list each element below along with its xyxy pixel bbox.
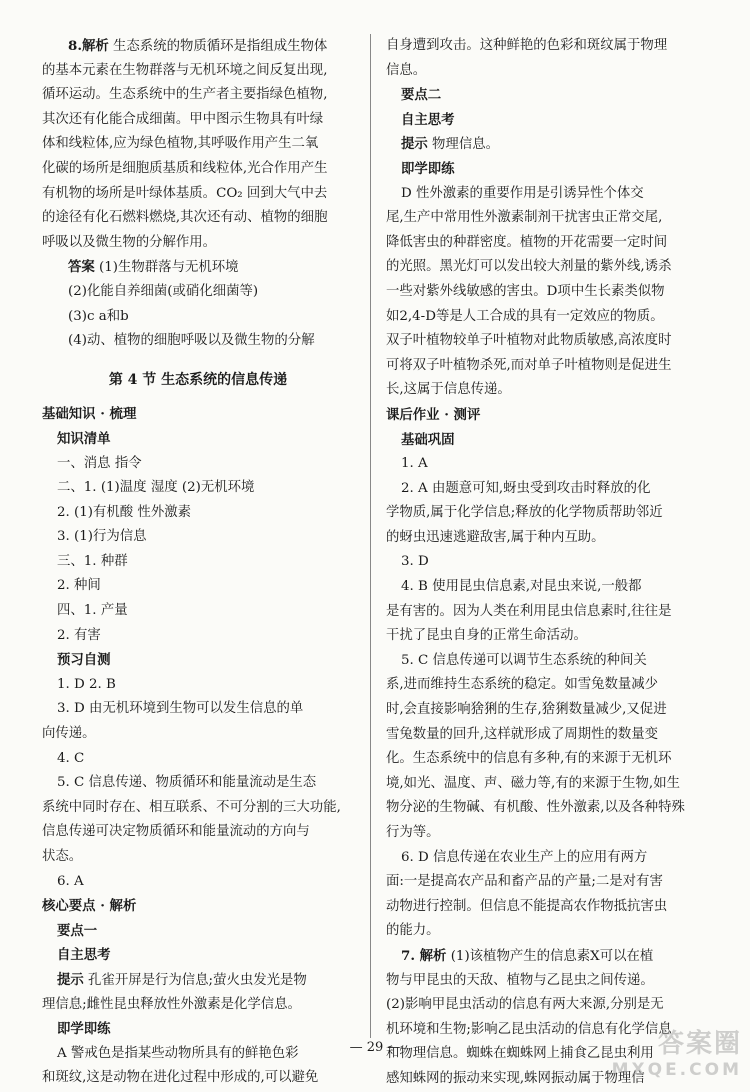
text-line	[42, 182, 354, 207]
text-line	[42, 476, 354, 501]
text-line	[42, 599, 354, 624]
text-line	[42, 820, 354, 845]
text-line	[386, 624, 708, 649]
line-text: A 警戒色是指某些动物所具有的鲜艳色彩	[57, 1045, 299, 1061]
line-text: 和物理信息。蜘蛛在蜘蛛网上捕食乙昆虫利用	[386, 1046, 654, 1062]
text-line	[386, 575, 708, 600]
line-text: 信息。	[386, 62, 427, 78]
line-text: 化。生态系统中的信息有多种,有的来源于无机环	[386, 751, 672, 767]
line-text: 知识清单	[57, 430, 111, 447]
line-text: 物与甲昆虫的天敌、植物与乙昆虫之间传递。	[386, 972, 654, 988]
section-heading: 第 4 节 生态系统的信息传递	[108, 371, 288, 388]
line-text: 自主思考	[57, 947, 111, 964]
line-text: 5. C 信息传递可以调节生态系统的种间关	[401, 652, 647, 668]
text-line	[42, 673, 354, 698]
line-text: 课后作业 · 测评	[386, 406, 481, 423]
line-text: 信息传递可决定物质循环和能量流动的方向与	[42, 824, 310, 840]
line-text: 2. (1)有机酸 性外激素	[57, 504, 191, 520]
answer-label: 提示	[57, 971, 84, 988]
line-text: 的基本元素在生物群落与无机环境之间反复出现,	[42, 62, 328, 78]
text-line	[386, 526, 708, 551]
watermark-line1: 答案圈	[657, 1028, 742, 1059]
line-text: 6. A	[57, 873, 84, 889]
line-text: 二、1. (1)温度 湿度 (2)无机环境	[57, 480, 255, 496]
text-line	[42, 305, 354, 330]
line-text: (1)生物群落与无机环境	[94, 260, 239, 276]
text-line	[386, 157, 708, 182]
line-text: 基础知识 · 梳理	[42, 406, 137, 423]
page-number: — 29 —	[349, 1040, 401, 1055]
text-line	[42, 870, 354, 895]
text-line	[386, 870, 708, 895]
text-line	[42, 108, 354, 133]
text-line	[386, 34, 708, 59]
line-text: 即学即练	[57, 1021, 111, 1038]
line-text: 的光照。黑光灯可以发出较大剂量的紫外线,诱杀	[386, 259, 672, 275]
line-text: 长,这属于信息传递。	[386, 382, 511, 398]
text-line	[42, 624, 354, 649]
line-text: 的能力。	[386, 923, 440, 939]
text-line	[42, 501, 354, 526]
line-text: 行为等。	[386, 825, 440, 840]
text-line	[386, 969, 708, 994]
line-text: 循环运动。生态系统中的生产者主要指绿色植物,	[42, 87, 328, 103]
right-column	[386, 34, 708, 1092]
text-line	[386, 83, 708, 108]
text-line	[386, 846, 708, 871]
line-text: 雪兔数量的回升,这样就形成了周期性的数量变	[386, 726, 659, 742]
line-text: D 性外激素的重要作用是引诱异性个体交	[401, 185, 644, 201]
column-divider	[370, 34, 371, 1038]
text-line	[386, 354, 708, 379]
line-text: 是有害的。因为人类在利用昆虫信息素时,往往是	[386, 603, 672, 619]
text-line	[386, 772, 708, 797]
text-line	[42, 34, 354, 59]
line-text: 自主思考	[401, 111, 455, 128]
line-text: 2. 有害	[57, 627, 101, 643]
text-line	[42, 280, 354, 305]
line-text: 1. D 2. B	[57, 676, 116, 692]
line-text: 机环境和生物;影响乙昆虫活动的信息有化学信息	[386, 1021, 672, 1037]
text-line	[42, 231, 354, 256]
text-line	[42, 329, 354, 354]
text-line	[42, 1066, 354, 1091]
text-line	[42, 1017, 354, 1042]
line-text: 其次还有化能合成细菌。甲中图示生物具有叶绿	[42, 111, 324, 127]
text-line	[386, 673, 708, 698]
text-line	[42, 993, 354, 1018]
text-line	[42, 452, 354, 477]
line-text: 2. 种间	[57, 578, 101, 594]
left-column	[42, 34, 354, 1091]
text-line	[386, 501, 708, 526]
text-line	[42, 771, 354, 796]
text-line	[42, 894, 354, 919]
line-text: 3. (1)行为信息	[57, 529, 147, 545]
text-line	[42, 747, 354, 772]
text-line	[42, 796, 354, 821]
line-text: 面:一是提高农产品和畜产品的产量;二是对有害	[386, 874, 663, 890]
text-line	[386, 944, 708, 969]
line-text: 的蚜虫迅速逃避敌害,属于种内互助。	[386, 529, 605, 545]
text-line	[386, 796, 708, 821]
text-line	[42, 697, 354, 722]
line-text: 动物进行控制。但信息不能提高农作物抵抗害虫	[386, 898, 668, 914]
answer-label: 答案	[68, 259, 95, 276]
line-text: 自身遭到攻击。这种鲜艳的色彩和斑纹属于物理	[386, 38, 668, 53]
answer-label: 7. 解析	[401, 947, 447, 964]
text-line	[42, 574, 354, 599]
line-text: 3. D	[401, 554, 429, 570]
text-line	[386, 305, 708, 330]
line-text: 系统中同时存在、相互联系、不可分割的三大功能,	[42, 799, 341, 815]
text-line	[386, 378, 708, 403]
line-text: (3)c a和b	[68, 308, 129, 324]
text-line	[386, 428, 708, 453]
line-text: 感知蛛网的振动来实现,蛛网振动属于物理信	[386, 1070, 645, 1086]
text-line	[386, 895, 708, 920]
text-line	[386, 698, 708, 723]
answer-label: 提示	[401, 136, 428, 153]
line-text: 呼吸以及微生物的分解作用。	[42, 234, 217, 250]
line-text: 干扰了昆虫自身的正常生命活动。	[386, 628, 587, 644]
line-text: (4)动、植物的细胞呼吸以及微生物的分解	[68, 333, 315, 349]
line-text: 预习自测	[57, 652, 111, 669]
text-line	[386, 649, 708, 674]
line-text: 5. C 信息传递、物质循环和能量流动是生态	[57, 775, 317, 791]
line-text: (2)影响甲昆虫活动的信息有两大来源,分别是无	[386, 997, 664, 1013]
text-line	[42, 132, 354, 157]
text-line	[386, 255, 708, 280]
text-line	[386, 821, 708, 846]
line-text: 要点一	[57, 922, 98, 939]
text-line	[42, 722, 354, 747]
line-text: 即学即练	[401, 160, 455, 177]
text-line	[386, 477, 708, 502]
text-line	[386, 231, 708, 256]
text-line	[386, 747, 708, 772]
line-text: 向传递。	[42, 726, 96, 742]
text-line	[386, 132, 708, 157]
text-line	[42, 157, 354, 182]
line-text: 4. C	[57, 750, 85, 766]
text-line	[386, 993, 708, 1018]
line-text: 可将双子叶植物杀死,而对单子叶植物则是促进生	[386, 357, 672, 373]
line-text: (2)化能自养细菌(或硝化细菌等)	[68, 283, 259, 299]
answer-label: 8.解析	[68, 38, 109, 54]
line-text: 四、1. 产量	[57, 603, 128, 619]
line-text: 基础巩固	[401, 431, 455, 448]
line-text: (1)该植物产生的信息素X可以在植	[446, 948, 654, 964]
line-text: 学物质,属于化学信息;释放的化学物质帮助邻近	[386, 505, 663, 521]
line-text: 一些对紫外线敏感的害虫。D项中生长素类似物	[386, 283, 665, 299]
line-text: 孔雀开屏是行为信息;萤火虫发光是物	[83, 972, 307, 988]
text-line	[386, 403, 708, 428]
text-line	[386, 919, 708, 944]
text-line	[386, 280, 708, 305]
line-text: 核心要点 · 解析	[42, 898, 137, 915]
text-line	[386, 108, 708, 133]
line-text: 如2,4-D等是人工合成的具有一定效应的物质。	[386, 308, 664, 324]
line-text: 尾,生产中常用性外激素制剂干扰害虫正常交尾,	[386, 210, 663, 226]
line-text: 2. A 由题意可知,蚜虫受到攻击时释放的化	[401, 480, 651, 496]
text-line	[386, 329, 708, 354]
line-text: 1. A	[401, 456, 428, 472]
text-line	[42, 83, 354, 108]
line-text: 一、消息 指令	[57, 455, 142, 471]
line-text: 有机物的场所是叶绿体基质。CO₂ 回到大气中去	[42, 185, 328, 201]
line-text: 物理信息。	[427, 137, 499, 153]
text-line	[42, 943, 354, 968]
text-line	[42, 919, 354, 944]
text-line	[386, 206, 708, 231]
line-text: 体和线粒体,应为绿色植物,其呼吸作用产生二氧	[42, 136, 319, 152]
text-line	[42, 648, 354, 673]
text-line	[386, 182, 708, 207]
watermark-logo	[592, 1027, 742, 1080]
text-line	[42, 968, 354, 993]
text-line	[386, 59, 708, 84]
line-text: 降低害虫的种群密度。植物的开花需要一定时间	[386, 234, 668, 250]
text-line	[42, 427, 354, 452]
text-line	[386, 723, 708, 748]
line-text: 要点二	[401, 87, 442, 104]
text-line	[42, 206, 354, 231]
text-line	[42, 525, 354, 550]
line-text: 3. D 由无机环境到生物可以发生信息的单	[57, 701, 304, 717]
line-text: 系,进而维持生态系统的稳定。如雪兔数量减少	[386, 677, 659, 693]
text-line	[42, 402, 354, 427]
line-text: 双子叶植物较单子叶植物对此物质敏感,高浓度时	[386, 333, 672, 349]
line-text: 境,如光、温度、声、磁力等,有的来源于生物,如生	[386, 775, 680, 791]
line-text: 状态。	[42, 849, 83, 864]
line-text: 三、1. 种群	[57, 553, 128, 569]
text-line	[42, 255, 354, 280]
watermark-line2: MXQE.COM	[611, 1059, 742, 1080]
text-line	[386, 452, 708, 477]
line-text: 6. D 信息传递在农业生产上的应用有两方	[401, 849, 648, 865]
text-line	[42, 550, 354, 575]
line-text: 生态系统的物质循环是指组成生物体	[108, 39, 328, 54]
line-text: 化碳的场所是细胞质基质和线粒体,光合作用产生	[42, 160, 328, 176]
line-text: 物分泌的生物碱、有机酸、性外激素,以及各种特殊	[386, 800, 685, 816]
line-text: 时,会直接影响猞猁的生存,猞猁数量减少,又促进	[386, 702, 667, 718]
line-text: 的途径有化石燃料燃烧,其次还有动、植物的细胞	[42, 210, 328, 226]
line-text: 4. B 使用昆虫信息素,对昆虫来说,一般都	[401, 579, 642, 595]
text-line	[42, 59, 354, 84]
text-line	[42, 845, 354, 870]
line-text: 理信息;雌性昆虫释放性外激素是化学信息。	[42, 996, 301, 1012]
text-line	[386, 600, 708, 625]
line-text: 和斑纹,这是动物在进化过程中形成的,可以避免	[42, 1070, 319, 1086]
text-line	[386, 550, 708, 575]
